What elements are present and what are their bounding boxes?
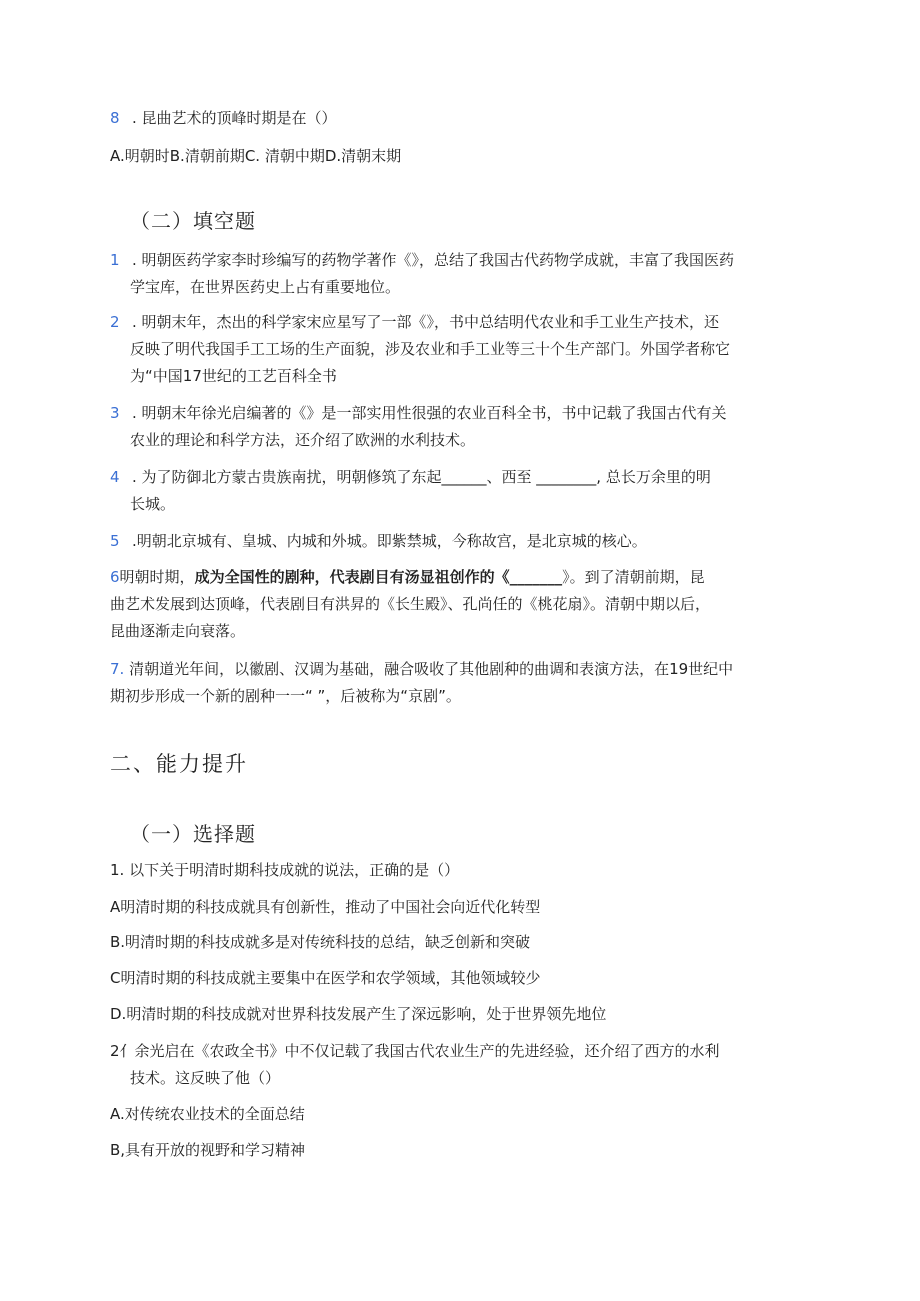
question-number: 5 xyxy=(110,532,120,550)
fill-6-cont2: 昆曲逐渐走向衰落。 xyxy=(110,622,246,640)
fill-4 xyxy=(110,466,711,488)
fill-7-cont: 期初步形成一个新的剧种一一“ ”，后被称为“京剧”。 xyxy=(110,687,461,705)
question-text: . 明朝末年徐光启编著的《》是一部实用性很强的农业百科全书，书中记载了我国古代有关 xyxy=(132,404,727,422)
fill-7 xyxy=(110,658,733,680)
question-number: 8 xyxy=(110,109,120,127)
question-text: . 明朝医药学家李时珍编写的药物学著作《》，总结了我国古代药物学成就，丰富了我国医药 xyxy=(132,251,735,269)
fill-6 xyxy=(110,566,705,588)
fill-4-cont: 长城。 xyxy=(130,495,176,513)
fill-2-cont2: 为“中国17世纪的工艺百科全书 xyxy=(130,367,337,385)
choice-1-option-d: D.明清时期的科技成就对世界科技发展产生了深远影响，处于世界领先地位 xyxy=(110,1005,607,1023)
question-text-post: 》。到了清朝前期，昆 xyxy=(562,568,705,586)
section-heading-fill: （二）填空题 xyxy=(130,209,256,233)
choice-2-question: 2亻余光启在《农政全书》中不仅记载了我国古代农业生产的先进经验，还介绍了西方的水利 xyxy=(110,1042,720,1060)
choice-2-option-a: A.对传统农业技术的全面总结 xyxy=(110,1105,305,1123)
section-heading-choice: （一）选择题 xyxy=(130,822,256,846)
choice-2-question-cont: 技术。这反映了他（） xyxy=(130,1069,281,1087)
fill-6-cont: 曲艺术发展到达顶峰，代表剧目有洪昇的《长生殿》、孔尚任的《桃花扇》。清朝中期以后， xyxy=(110,595,711,613)
question-8-options: A.明朝时B.清朝前期C. 清朝中期D.清朝末期 xyxy=(110,147,402,165)
section-heading-main: 二、能力提升 xyxy=(110,752,248,776)
question-number: 4 xyxy=(110,468,120,486)
question-number: 1 xyxy=(110,251,120,269)
choice-1-option-b: B.明清时期的科技成就多是对传统科技的总结，缺乏创新和突破 xyxy=(110,933,531,951)
fill-3-cont: 农业的理论和科学方法，还介绍了欧洲的水利技术。 xyxy=(130,431,476,449)
question-text: . 昆曲艺术的顶峰时期是在（） xyxy=(132,109,337,127)
question-text: . 为了防御北方蒙古贵族南扰，明朝修筑了东起______、西至 ________, 总长万余里的明 xyxy=(132,468,711,486)
fill-1-cont: 学宝库，在世界医药史上占有重要地位。 xyxy=(130,278,401,296)
choice-1-question: 1. 以下关于明清时期科技成就的说法，正确的是（） xyxy=(110,861,460,879)
fill-5 xyxy=(110,530,647,552)
fill-3 xyxy=(110,402,727,424)
question-number: 2 xyxy=(110,313,120,331)
question-number: 7. xyxy=(110,660,125,678)
question-number: 3 xyxy=(110,404,120,422)
fill-1 xyxy=(110,249,734,271)
question-text: .明朝北京城有、皇城、内城和外城。即紫禁城，今称故宫，是北京城的核心。 xyxy=(132,532,647,550)
question-8 xyxy=(110,107,337,129)
question-text: . 明朝末年，杰出的科学家宋应星写了一部《》，书中总结明代农业和手工业生产技术，还 xyxy=(132,313,720,331)
fill-2-cont: 反映了明代我国手工工场的生产面貌，涉及农业和手工业等三十个生产部门。外国学者称它 xyxy=(130,340,731,358)
question-text: 清朝道光年间，以徽剧、汉调为基础，融合吸收了其他剧种的曲调和表演方法，在19世纪中 xyxy=(124,660,734,678)
question-number: 6 xyxy=(110,568,120,586)
question-text-pre: 明朝时期， xyxy=(119,568,195,586)
choice-2-option-b: B,具有开放的视野和学习精神 xyxy=(110,1141,306,1159)
question-text-bold: 成为全国性的剧种，代表剧目有汤显祖创作的《_______ xyxy=(194,568,563,586)
choice-1-option-a: A明清时期的科技成就具有创新性，推动了中国社会向近代化转型 xyxy=(110,898,541,916)
choice-1-option-c: C明清时期的科技成就主要集中在医学和农学领域，其他领域较少 xyxy=(110,969,541,987)
fill-2 xyxy=(110,311,719,333)
